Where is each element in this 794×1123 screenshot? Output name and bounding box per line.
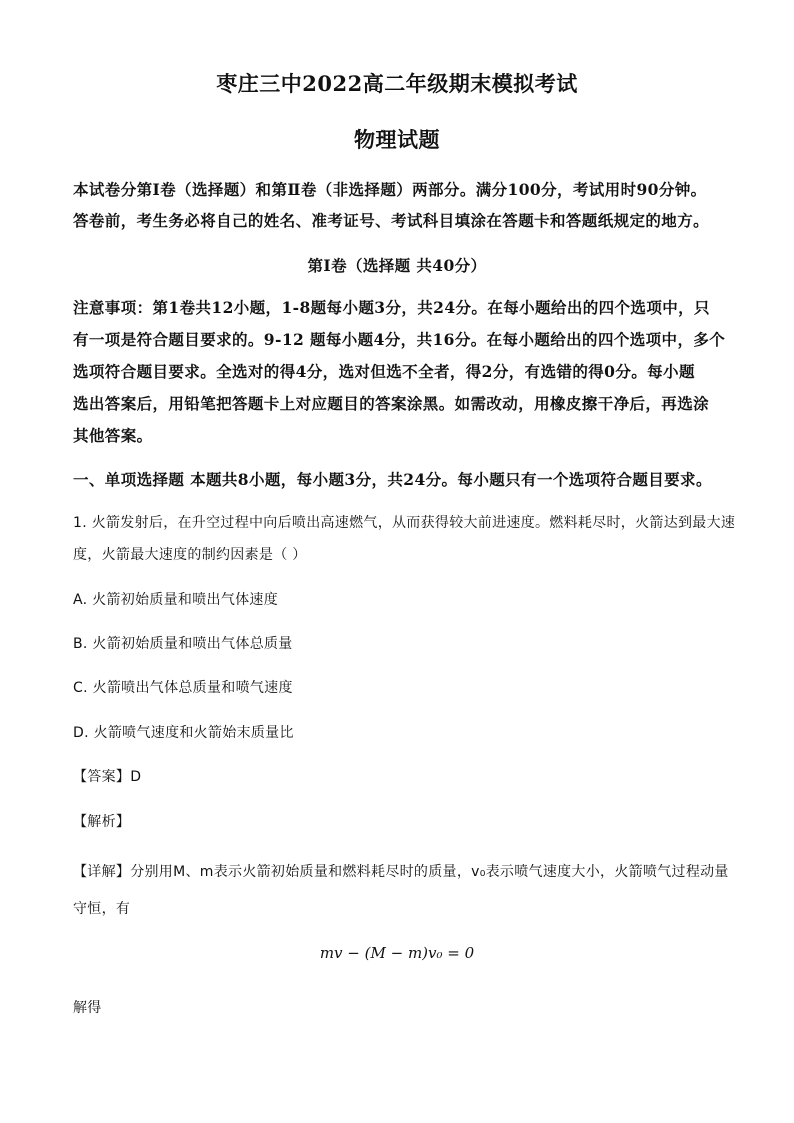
notes-line-2: 有一项是符合题目要求的。9-12 题每小题4分，共16分。在每小题给出的四个选项中，多个: [73, 330, 726, 349]
option-b: B. 火箭初始质量和喷出气体总质量: [73, 636, 293, 652]
option-c: C. 火箭喷出气体总质量和喷气速度: [73, 680, 293, 696]
detail-line-1: [73, 861, 729, 881]
part-one-header: 一、单项选择题 本题共8小题，每小题3分，共24分。每小题只有一个选项符合题目要求。: [73, 470, 712, 489]
answer-line: [73, 766, 141, 786]
section-header: 第Ⅰ卷（选择题 共40分）: [307, 256, 487, 275]
momentum-equation: mv − (M − m)v₀ = 0: [319, 944, 475, 962]
question-1-line-2: 度，火箭最大速度的制约因素是（ ）: [73, 547, 307, 563]
answer-tag: 【答案】: [73, 769, 131, 785]
solve-label: 解得: [73, 1000, 102, 1016]
analysis-tag: 【解析】: [73, 814, 131, 830]
intro-line-1: 本试卷分第Ⅰ卷（选择题）和第Ⅱ卷（非选择题）两部分。满分100分，考试用时90分钟。: [73, 180, 707, 199]
detail-tag: 【详解】: [73, 864, 131, 880]
option-a: A. 火箭初始质量和喷出气体速度: [73, 592, 279, 608]
detail-text: 分别用M、m表示火箭初始质量和燃料耗尽时的质量，v₀表示喷气速度大小，火箭喷气过程动量: [130, 864, 729, 880]
exam-title: 枣庄三中2022高二年级期末模拟考试: [216, 71, 578, 96]
answer-value: D: [130, 769, 142, 785]
notes-line-3: 选项符合题目要求。全选对的得4分，选对但选不全者，得2分，有选错的得0分。每小题: [73, 362, 695, 381]
intro-line-2: 答卷前，考生务必将自己的姓名、准考证号、考试科目填涂在答题卡和答题纸规定的地方。: [73, 211, 710, 230]
detail-line-2: 守恒，有: [73, 901, 131, 917]
question-1-line-1: 1. 火箭发射后，在升空过程中向后喷出高速燃气，从而获得较大前进速度。燃料耗尽时，火箭达到最大速: [73, 515, 736, 531]
option-d: D. 火箭喷气速度和火箭始末质量比: [73, 725, 294, 741]
notes-line-1: 注意事项：第1卷共12小题，1-8题每小题3分，共24分。在每小题给出的四个选项中，只: [73, 298, 710, 317]
notes-line-5: 其他答案。: [73, 426, 153, 445]
exam-subject: 物理试题: [354, 127, 440, 152]
notes-line-4: 选出答案后，用铅笔把答题卡上对应题目的答案涂黑。如需改动，用橡皮擦干净后，再选涂: [73, 394, 710, 413]
